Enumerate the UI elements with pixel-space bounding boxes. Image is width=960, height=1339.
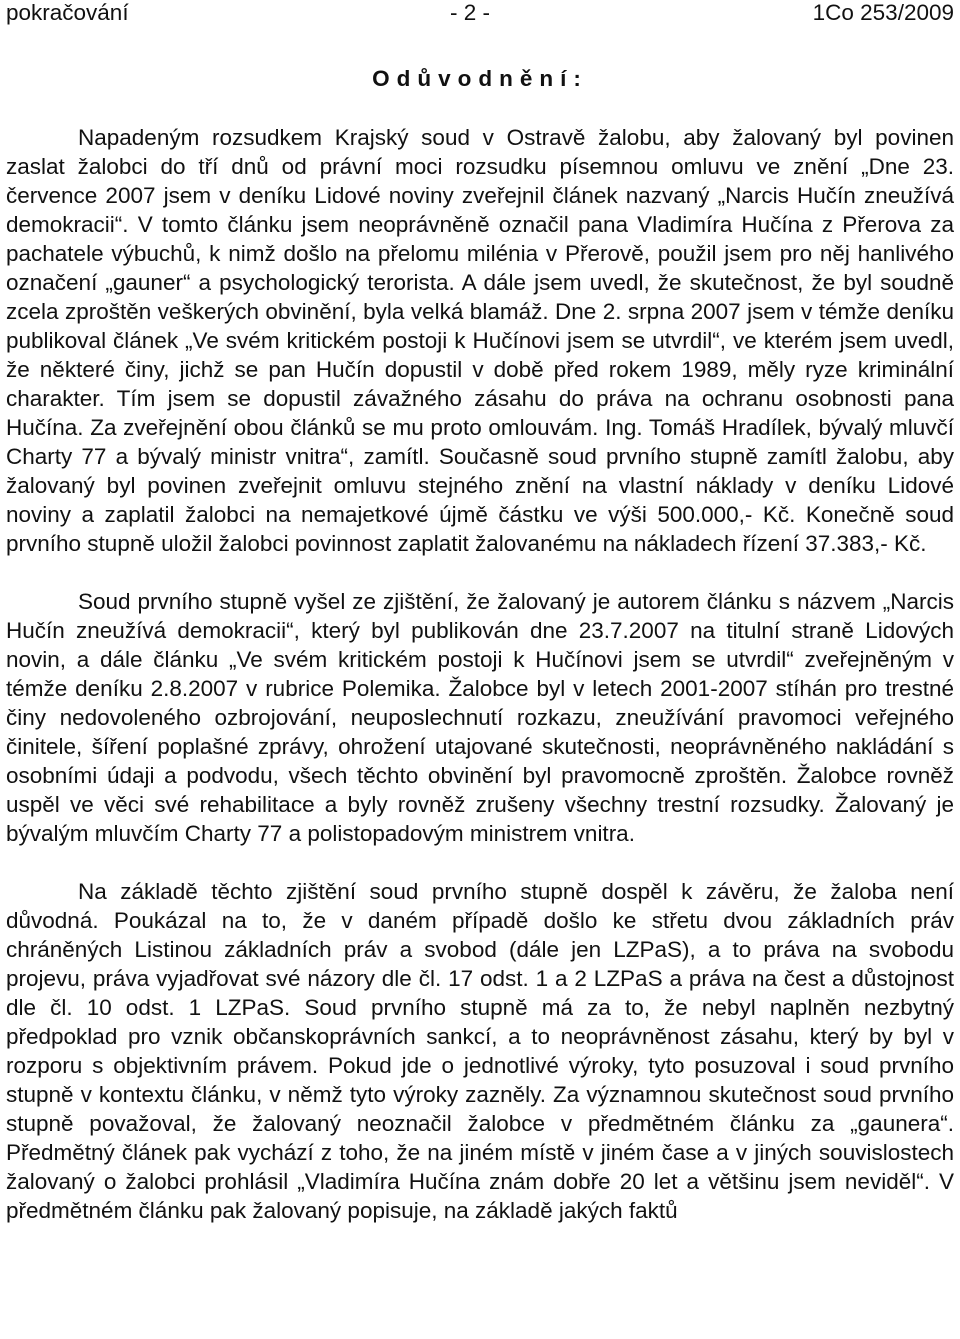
paragraph-findings: Soud prvního stupně vyšel ze zjištění, že žalovaný je autorem článku s názvem „Narcis Hučín zneužívá demokracii“, který byl publikován dne 23.7.2007 na titulní straně Lidových novin, a dále článku „Ve svém kritickém postoji k Hučínovi jsem se utvrdil“ zveřejněným v témže deníku 2.8.2007 v rubrice Polemika. Žalobce byl v letech 2001-2007 stíhán pro trestné činy nedovoleného ozbrojování, neuposlechnutí rozkazu, zneužívání pravomoci veřejného činitele, šíření poplašné zprávy, ohrožení utajované skutečnosti, neoprávněného nakládání s osobními údaji a podvodu, všech těchto obvinění byl pravomocně zproštěn. Žalobce rovněž uspěl ve věci své rehabilitace a byly rovněž zrušeny všechny trestní rozsudky. Žalovaný je bývalým mluvčím Charty 77 a polistopadovým ministrem vnitra.: [6, 589, 954, 846]
case-number: 1Co 253/2009: [812, 0, 954, 25]
page-header: [6, 0, 954, 26]
section-heading: Odůvodnění:: [372, 66, 588, 91]
header-continuation: pokračování: [6, 0, 129, 25]
paragraph-verdict: Napadeným rozsudkem Krajský soud v Ostravě žalobu, aby žalovaný byl povinen zaslat žalobci do tří dnů od právní moci rozsudku písemnou omluvu ve znění „Dne 23. července 2007 jsem v deníku Lidové noviny zveřejnil článek nazvaný „Narcis Hučín zneužívá demokracii“. V tomto článku jsem neoprávněně označil pana Vladimíra Hučína z Přerova za pachatele výbuchů, k nimž došlo na přelomu milénia v Přerově, použil jsem pro něj hanlivého označení „gauner“ a psychologický terorista. A dále jsem uvedl, že skutečnost, že byl soudně zcela zproštěn veškerých obvinění, byla velká blamáž. Dne 2. srpna 2007 jsem v témže deníku publikoval článek „Ve svém kritickém postoji k Hučínovi jsem se utvrdil“, ve kterém jsem uvedl, že některé činy, jichž se pan Hučín dopustil v době před rokem 1989, měly ryze kriminální charakter. Tím jsem se dopustil závažného zásahu do práva na ochranu osobnosti pana Hučína. Za zveřejnění obou článků se mu proto omlouvám. Ing. Tomáš Hradílek, bývalý mluvčí Charty 77 a bývalý ministr vnitra“, zamítl. Současně soud prvního stupně zamítl žalobu, aby žalovaný byl povinen zveřejnit omluvu stejného znění na vlastní náklady v deníku Lidové noviny a zaplatil žalobci na nemajetkové újmě částku ve výši 500.000,- Kč. Konečně soud prvního stupně uložil žalobci povinnost zaplatit žalovanému na nákladech řízení 37.383,- Kč.: [6, 125, 954, 556]
page-number: - 2 -: [449, 0, 490, 25]
paragraph-conclusion: Na základě těchto zjištění soud prvního stupně dospěl k závěru, že žaloba není důvodná. Poukázal na to, že v daném případě došlo ke střetu dvou základních práv chráněných Listinou základních práv a svobod (dále jen LZPaS), a to práva na svobodu projevu, práva vyjadřovat své názory dle čl. 17 odst. 1 a 2 LZPaS a práva na čest a důstojnost dle čl. 10 odst. 1 LZPaS. Soud prvního stupně má za to, že nebyl naplněn nezbytný předpoklad pro vznik občanskoprávních sankcí, a to neoprávněnost zásahu, který by byl v rozporu s objektivním právem. Pokud jde o jednotlivé výroky, tyto posuzoval i soud prvního stupně v kontextu článku, v němž tyto výroky zazněly. Za významnou skutečnost soud prvního stupně považoval, že žalovaný neoznačil žalobce v předmětném článku za „gaunera“. Předmětný článek pak vychází z toho, že na jiném místě v jiném čase a v jiných souvislostech žalovaný o žalobci prohlásil „Vladimíra Hučína znám dobře 20 let a většinu jsem neviděl“. V předmětném článku pak žalovaný popisuje, na základě jakých faktů: [6, 879, 954, 1223]
